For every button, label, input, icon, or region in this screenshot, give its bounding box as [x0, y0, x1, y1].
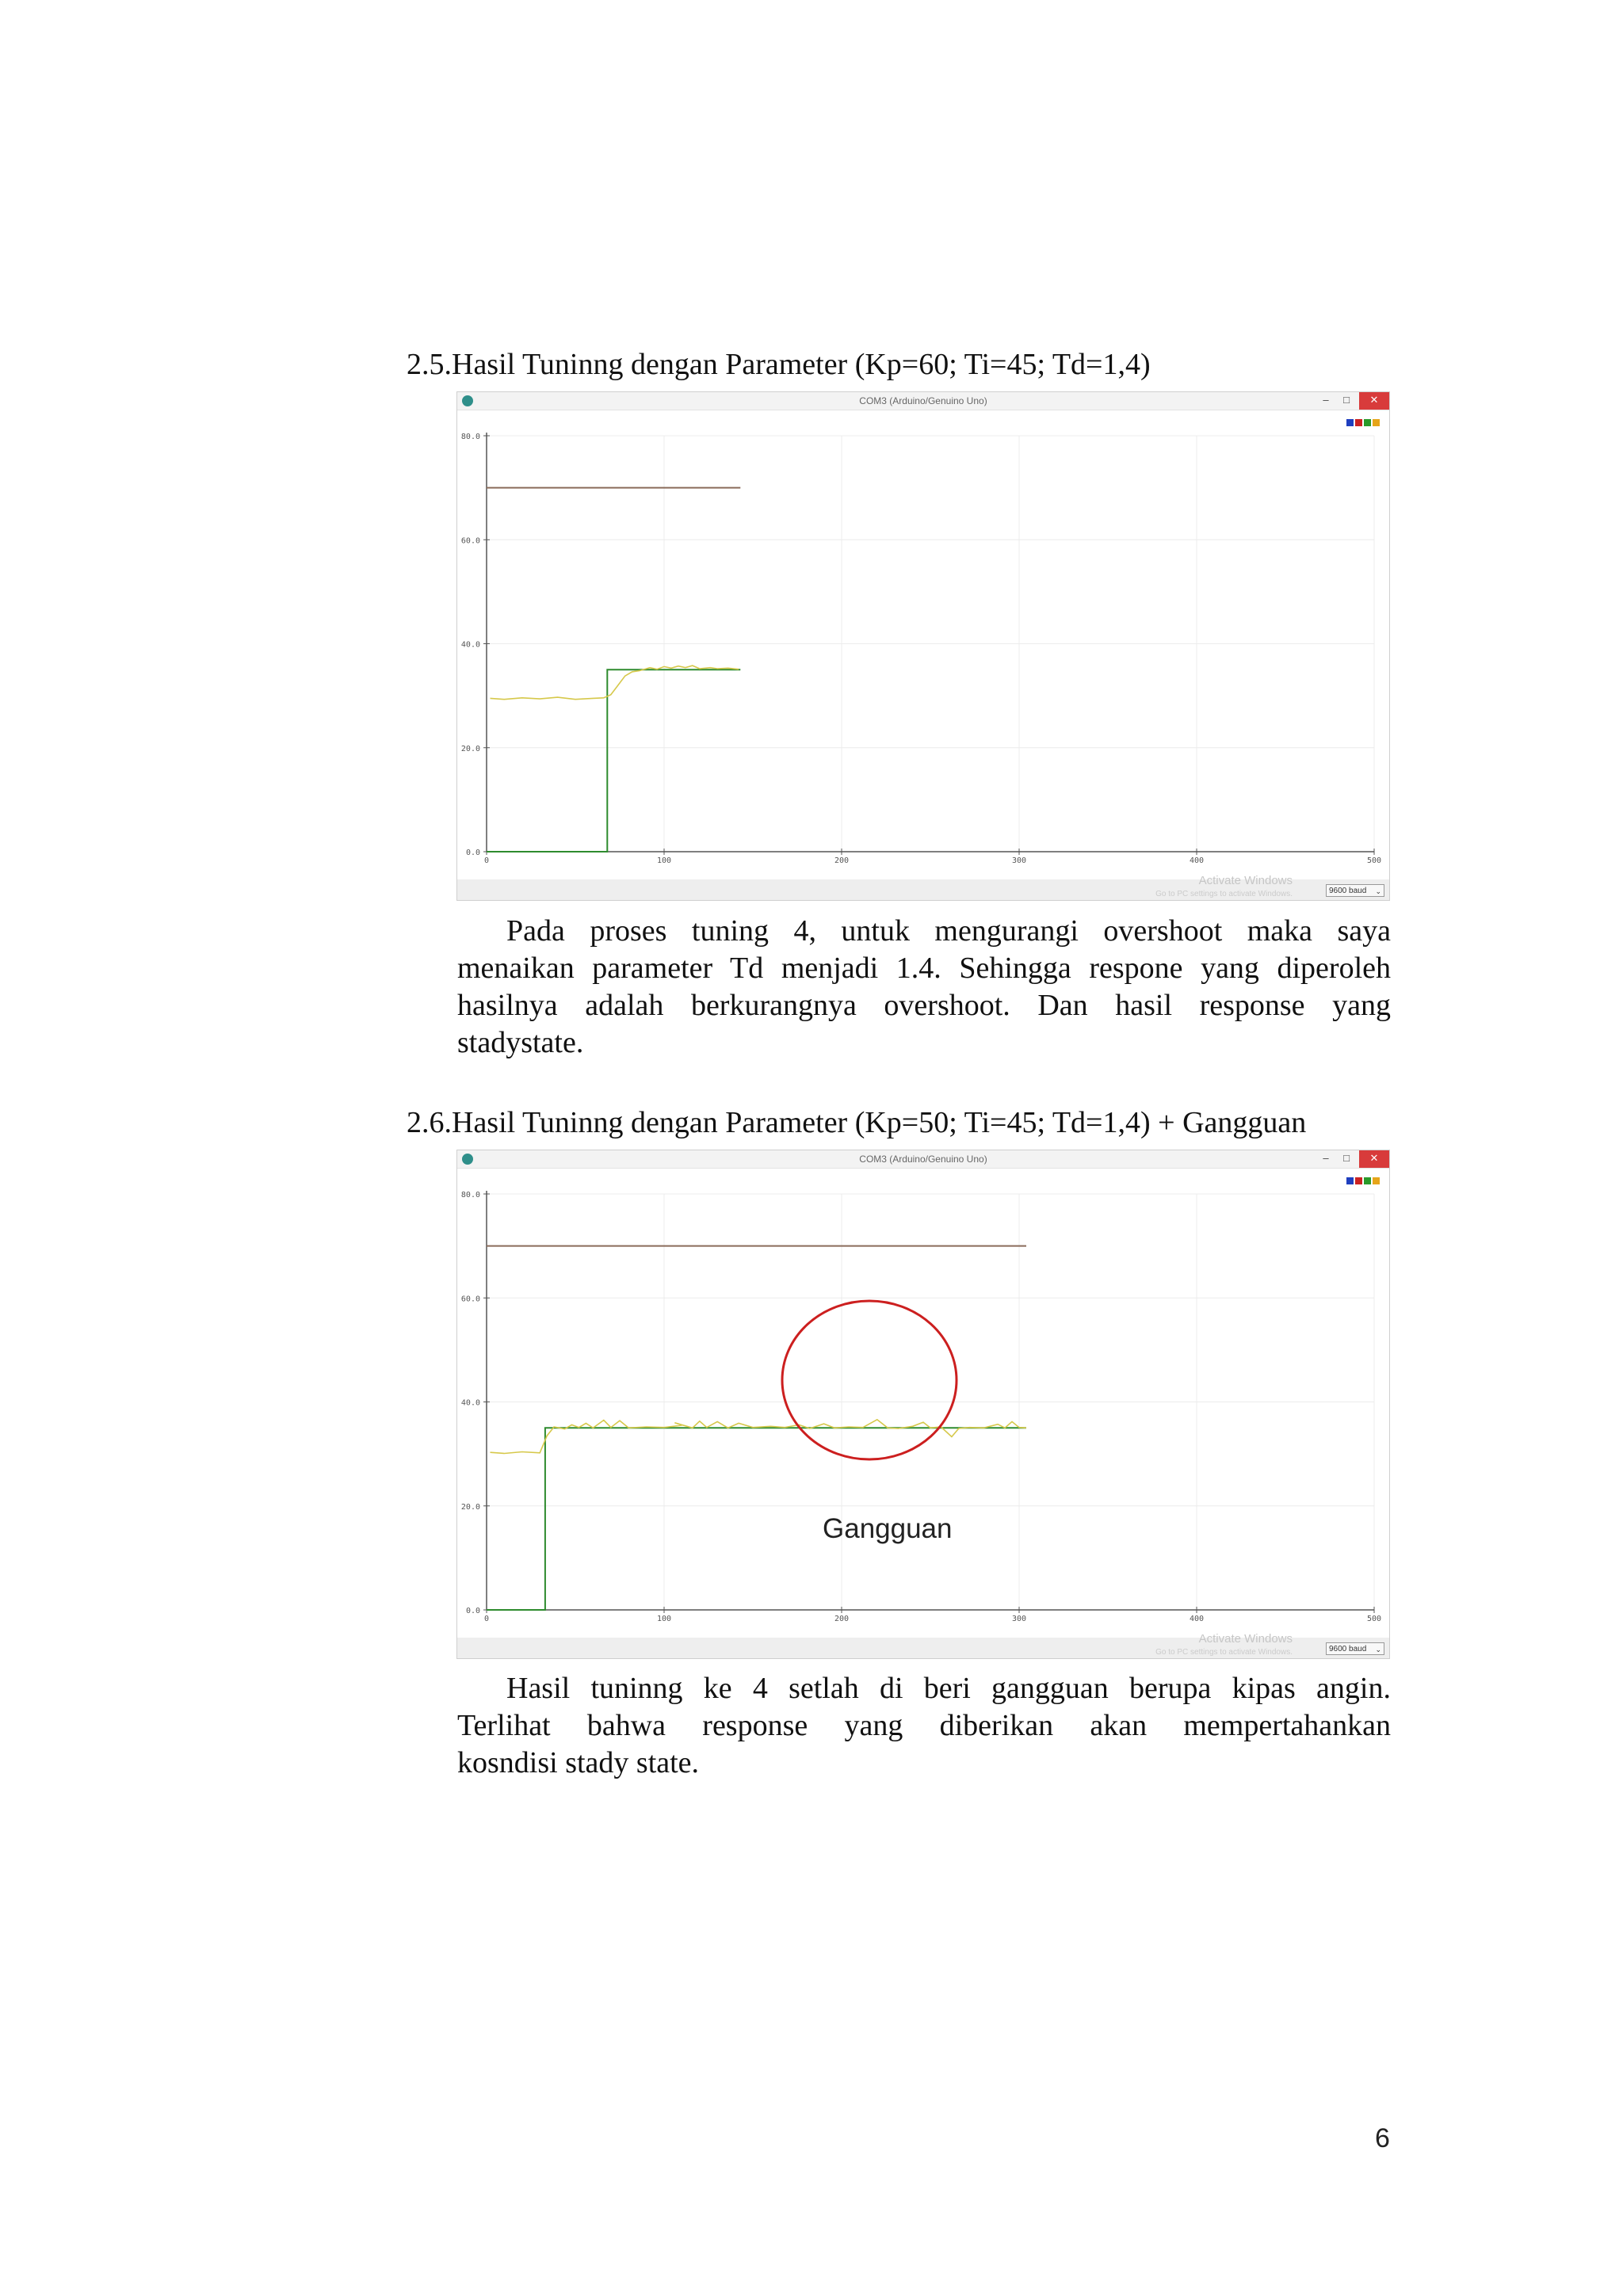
- paragraph-line: Hasil tuninng ke 4 setlah di beri gangguan berupa kipas angin.: [506, 1672, 1391, 1705]
- paragraph-line: hasilnya adalah berkurangnya overshoot. Dan hasil response yang: [457, 989, 1391, 1022]
- baud-rate-select[interactable]: [1326, 1642, 1384, 1655]
- y-tick-label: 60.0: [460, 536, 480, 546]
- activate-windows-watermark: Activate Windows: [1198, 1632, 1293, 1646]
- baud-rate-value: 9600 baud: [1329, 887, 1367, 895]
- plotter-bottom-bar: [457, 1632, 1389, 1658]
- series-line-process-value: [491, 666, 739, 700]
- minimize-button[interactable]: –: [1323, 394, 1329, 406]
- window-title: COM3 (Arduino/Genuino Uno): [859, 395, 987, 406]
- x-tick-label: 0: [483, 856, 490, 865]
- paragraph-line: menaikan parameter Td menjadi 1.4. Sehingga respone yang diperoleh: [457, 952, 1391, 985]
- chevron-down-icon: ⌄: [1375, 887, 1381, 895]
- x-tick-label: 300: [1011, 1615, 1027, 1623]
- activate-windows-watermark: Activate Windows: [1198, 874, 1293, 887]
- activate-windows-subtext: Go to PC settings to activate Windows.: [1155, 890, 1293, 898]
- serial-plotter-window-2: [456, 1150, 1390, 1659]
- serial-plotter-window-1: [456, 391, 1390, 901]
- y-tick-label: 60.0: [460, 1295, 480, 1304]
- paragraph-line: Pada proses tuning 4, untuk mengurangi overshoot maka saya: [506, 914, 1391, 948]
- x-tick-label: 500: [1366, 856, 1382, 865]
- plotter-bottom-bar: [457, 874, 1389, 900]
- y-tick-label: 0.0: [465, 1607, 480, 1615]
- x-tick-label: 200: [834, 856, 850, 865]
- y-tick-label: 80.0: [460, 433, 480, 441]
- x-tick-label: 200: [834, 1615, 850, 1623]
- maximize-button[interactable]: □: [1343, 394, 1350, 406]
- series-line-process-value: [491, 1420, 1027, 1454]
- paragraph-line: kosndisi stady state.: [457, 1746, 700, 1779]
- baud-rate-select[interactable]: [1326, 884, 1384, 897]
- minimize-button[interactable]: –: [1323, 1152, 1329, 1164]
- x-tick-label: 100: [656, 1615, 672, 1623]
- y-tick-label: 40.0: [460, 640, 480, 650]
- paragraph-line: stadystate.: [457, 1026, 584, 1059]
- section-heading-2-6: 2.6.Hasil Tuninng dengan Parameter (Kp=50; Ti=45; Td=1,4) + Gangguan: [407, 1106, 1307, 1139]
- close-button[interactable]: ✕: [1359, 392, 1389, 410]
- activate-windows-subtext: Go to PC settings to activate Windows.: [1155, 1648, 1293, 1657]
- x-tick-label: 400: [1189, 856, 1205, 865]
- close-button[interactable]: ✕: [1359, 1150, 1389, 1168]
- x-tick-label: 300: [1011, 856, 1027, 865]
- paragraph-2-5: [457, 913, 1391, 1062]
- section-heading-2-5: 2.5.Hasil Tuninng dengan Parameter (Kp=60; Ti=45; Td=1,4): [407, 348, 1151, 381]
- y-tick-label: 80.0: [460, 1191, 480, 1199]
- disturbance-label: Gangguan: [823, 1513, 953, 1544]
- y-tick-label: 0.0: [465, 849, 480, 857]
- window-title: COM3 (Arduino/Genuino Uno): [859, 1154, 987, 1165]
- chevron-down-icon: ⌄: [1375, 1646, 1381, 1653]
- paragraph-2-6: [457, 1670, 1391, 1782]
- y-tick-label: 20.0: [460, 744, 480, 753]
- x-tick-label: 0: [483, 1615, 490, 1623]
- x-tick-label: 100: [656, 856, 672, 865]
- maximize-button[interactable]: □: [1343, 1152, 1350, 1164]
- baud-rate-value: 9600 baud: [1329, 1645, 1367, 1653]
- y-tick-label: 40.0: [460, 1398, 480, 1408]
- serial-plot-chart-2: [457, 1150, 1389, 1658]
- series-line-setpoint: [487, 669, 740, 852]
- y-tick-label: 20.0: [460, 1502, 480, 1512]
- serial-plot-chart-1: [457, 392, 1389, 900]
- page-number: 6: [1375, 2123, 1390, 2153]
- disturbance-circle: [782, 1301, 957, 1459]
- x-tick-label: 400: [1189, 1615, 1205, 1623]
- paragraph-line: Terlihat bahwa response yang diberikan akan mempertahankan: [457, 1709, 1391, 1742]
- x-tick-label: 500: [1366, 1615, 1382, 1623]
